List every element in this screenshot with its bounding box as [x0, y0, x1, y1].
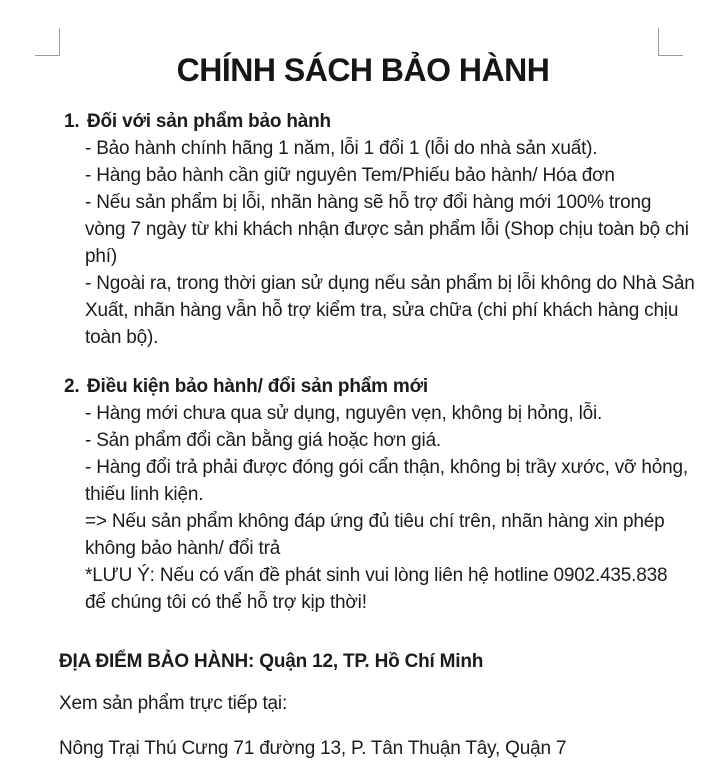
- policy-line: => Nếu sản phẩm không đáp ứng đủ tiêu chí trên, nhãn hàng xin phép: [85, 511, 665, 532]
- section-1-heading: [64, 108, 726, 135]
- section-warranty-conditions: [0, 373, 726, 616]
- policy-line: - Bảo hành chính hãng 1 năm, lỗi 1 đổi 1 (lỗi do nhà sản xuất).: [85, 138, 598, 159]
- document-title: CHÍNH SÁCH BẢO HÀNH: [176, 52, 550, 88]
- policy-line: phí): [85, 246, 117, 267]
- text-boundary-corner-top-right-icon: [658, 28, 683, 56]
- section-2-heading: [64, 373, 726, 400]
- policy-line: vòng 7 ngày từ khi khách nhận được sản phẩm lỗi (Shop chịu toàn bộ chi: [85, 219, 689, 240]
- text-boundary-corner-top-left-icon: [35, 28, 60, 56]
- section-1-heading-text: Đối với sản phẩm bảo hành: [87, 111, 331, 132]
- policy-line: thiếu linh kiện.: [85, 484, 204, 505]
- policy-line: không bảo hành/ đổi trả: [85, 538, 281, 559]
- section-1-number: 1.: [64, 111, 80, 132]
- section-2-number: 2.: [64, 376, 80, 397]
- policy-line: Xuất, nhãn hàng vẫn hỗ trợ kiểm tra, sửa chữa (chi phí khách hàng chịu: [85, 300, 679, 321]
- store-address: Nông Trại Thú Cưng 71 đường 13, P. Tân Thuận Tây, Quận 7: [59, 738, 567, 759]
- policy-line: - Sản phẩm đổi cần bằng giá hoặc hơn giá.: [85, 430, 442, 451]
- policy-line: để chúng tôi có thể hỗ trợ kịp thời!: [85, 592, 367, 613]
- view-products-label: Xem sản phẩm trực tiếp tại:: [59, 693, 288, 714]
- policy-line: - Ngoài ra, trong thời gian sử dụng nếu sản phẩm bị lỗi không do Nhà Sản: [85, 273, 695, 294]
- policy-line: - Nếu sản phẩm bị lỗi, nhãn hàng sẽ hỗ trợ đổi hàng mới 100% trong: [85, 192, 652, 213]
- policy-line: toàn bộ).: [85, 327, 159, 348]
- policy-line: - Hàng đổi trả phải được đóng gói cẩn thận, không bị trầy xước, vỡ hỏng,: [85, 457, 688, 478]
- warranty-location-heading: ĐỊA ĐIỂM BẢO HÀNH: Quận 12, TP. Hồ Chí Minh: [59, 651, 484, 672]
- section-warranty-products: [0, 108, 726, 351]
- policy-line: - Hàng bảo hành cần giữ nguyên Tem/Phiếu bảo hành/ Hóa đơn: [85, 165, 615, 186]
- section-2-heading-text: Điều kiện bảo hành/ đổi sản phẩm mới: [87, 376, 428, 397]
- policy-line-hotline-note: *LƯU Ý: Nếu có vấn đề phát sinh vui lòng liên hệ hotline 0902.435.838: [85, 565, 668, 586]
- policy-line: - Hàng mới chưa qua sử dụng, nguyên vẹn, không bị hỏng, lỗi.: [85, 403, 603, 424]
